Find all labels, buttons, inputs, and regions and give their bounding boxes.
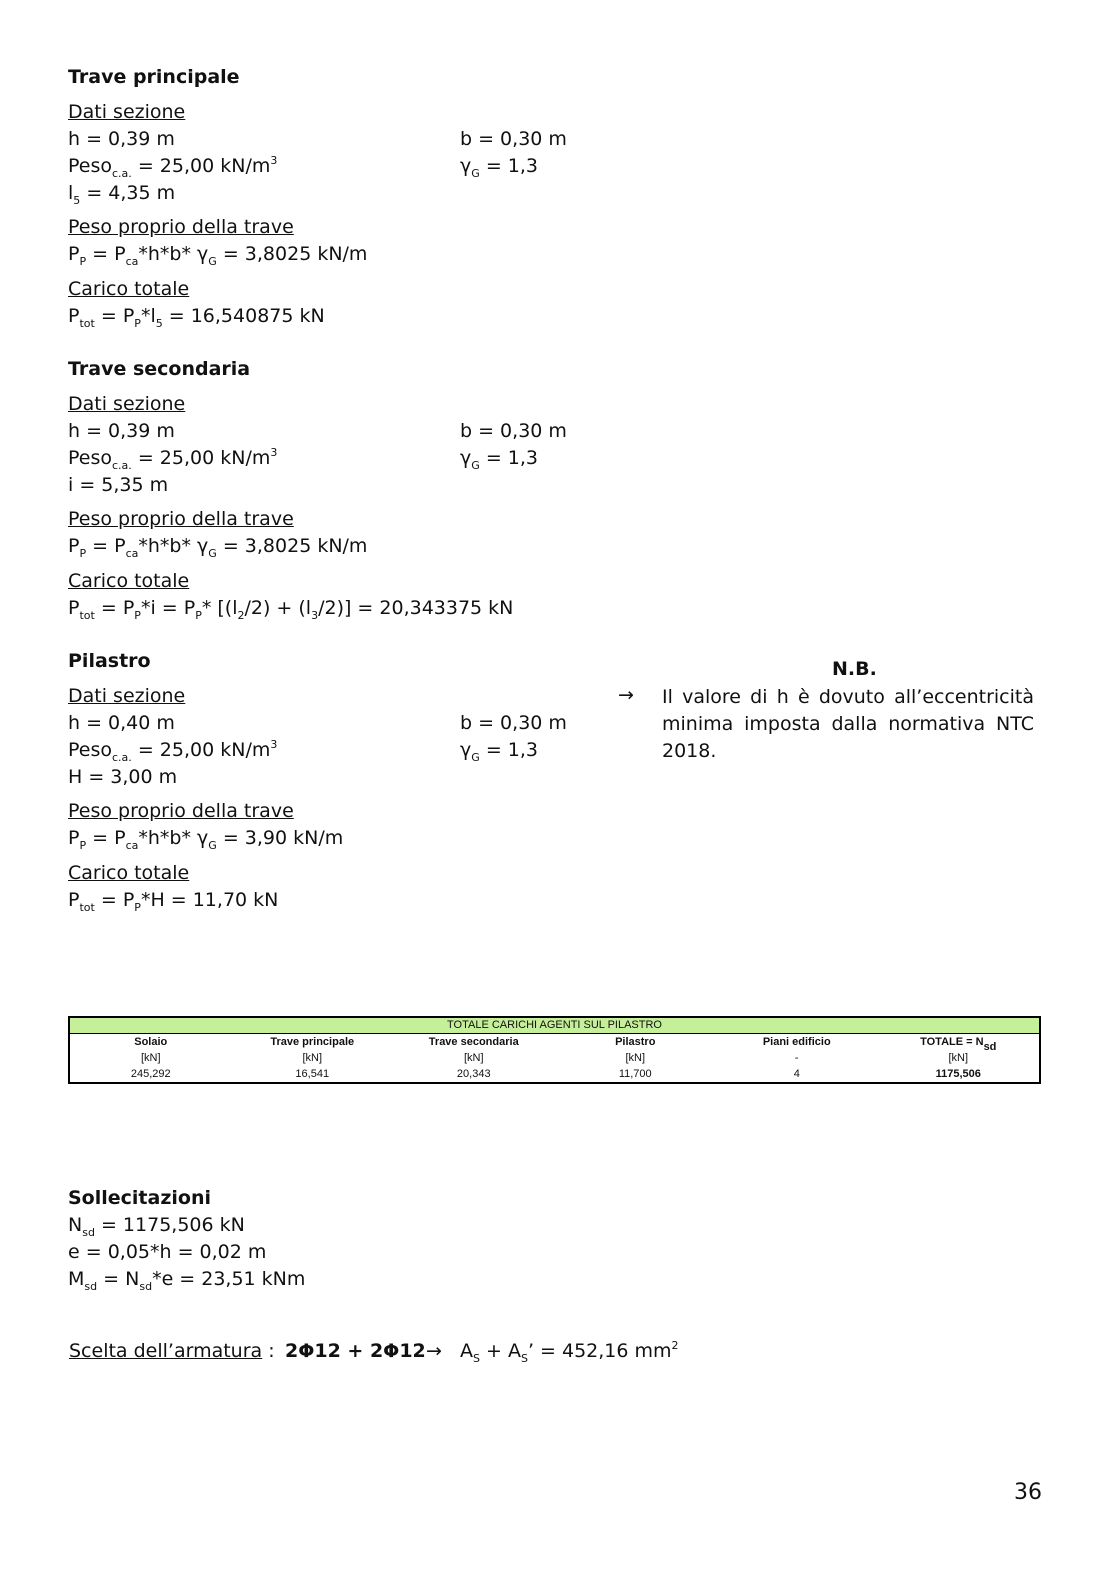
table-header-cell: Pilastro: [615, 1036, 656, 1048]
table-title: TOTALE CARICHI AGENTI SUL PILASTRO: [70, 1018, 1039, 1034]
table-units-row: [70, 1050, 1039, 1066]
table-unit-cell: [kN]: [948, 1052, 969, 1064]
peso-value: Peso$_{c.a.}$ = 25,00 $kN/m^3$: [68, 154, 278, 180]
ptot-formula: $P_{tot} = P_P*H = 11,70$ kN: [68, 889, 279, 914]
table-unit-cell: -: [794, 1052, 799, 1064]
i-value: i = 5,35 m: [68, 474, 169, 496]
gamma-value: $\gamma_G = 1,3$: [460, 155, 538, 180]
peso-proprio-label: Peso proprio della trave: [68, 508, 294, 530]
armatura-label: Scelta dell’armatura: [69, 1340, 263, 1362]
table-values-row: [70, 1066, 1039, 1082]
note-text: Il valore di h è dovuto all’eccentricità minima imposta dalla normativa NTC 2018.: [662, 686, 1034, 762]
carico-totale-label: Carico totale: [68, 570, 190, 592]
table-value-cell: 245,292: [130, 1068, 171, 1080]
section-heading-pilastro: Pilastro: [68, 650, 151, 672]
dati-sezione-label: Dati sezione: [68, 393, 186, 415]
carico-totale-label: Carico totale: [68, 278, 190, 300]
loads-table: [68, 1016, 1041, 1084]
armatura-bars: 2Φ12 + 2Φ12: [285, 1340, 426, 1362]
table-header-cell: Trave principale: [270, 1036, 355, 1048]
section-heading-trave-secondaria: Trave secondaria: [68, 358, 251, 380]
gamma-value: $\gamma_G = 1,3$: [460, 447, 538, 472]
carico-totale-label: Carico totale: [68, 862, 190, 884]
table-header-cell: Trave secondaria: [428, 1036, 519, 1048]
section-heading-sollecitazioni: Sollecitazioni: [68, 1187, 211, 1209]
pp-formula: $P_P = P_{ca}*h*b*$ $\gamma_G = 3,90$ kN/m: [68, 827, 344, 852]
table-unit-cell: [kN]: [625, 1052, 646, 1064]
table-value-cell: 11,700: [618, 1068, 652, 1080]
peso-value: Peso$_{c.a.}$ = 25,00 $kN/m^3$: [68, 738, 278, 764]
table-value-cell: 20,343: [456, 1068, 491, 1080]
gamma-value: $\gamma_G = 1,3$: [460, 739, 538, 764]
table-header-cell: Piani edificio: [762, 1036, 831, 1048]
table-header-cell: Solaio: [134, 1036, 168, 1048]
table-header-cell: TOTALE = $N_{sd}$: [920, 1036, 997, 1053]
pp-formula: $P_P = P_{ca}*h*b*$ $\gamma_G = 3,8025$ kN/m: [68, 243, 368, 268]
section-heading-trave-principale: Trave principale: [68, 66, 240, 88]
peso-proprio-label: Peso proprio della trave: [68, 800, 294, 822]
armatura-label-line: Scelta dell’armatura :: [69, 1340, 275, 1362]
note-title: N.B.: [832, 658, 877, 680]
ptot-formula: $P_{tot} = P_P*l_5 = 16,540875$ kN: [68, 305, 325, 330]
table-unit-cell: [kN]: [463, 1052, 484, 1064]
nsd-value: $N_{sd} = 1175,506$ kN: [68, 1214, 245, 1239]
table-value-cell: 16,541: [295, 1068, 330, 1080]
table-value-cell: 4: [793, 1068, 800, 1080]
h-value: h = 0,39 m: [68, 420, 175, 442]
dati-sezione-label: Dati sezione: [68, 685, 186, 707]
peso-proprio-label: Peso proprio della trave: [68, 216, 294, 238]
armatura-result: $A_S + A_S$’ = 452,16 $mm^2$: [460, 1339, 679, 1365]
b-value: b = 0,30 m: [460, 712, 567, 734]
pp-formula: $P_P = P_{ca}*h*b*$ $\gamma_G = 3,8025$ kN/m: [68, 535, 368, 560]
l-value: $l_5 = 4,35$ m: [68, 182, 176, 207]
b-value: b = 0,30 m: [460, 128, 567, 150]
table-unit-cell: [kN]: [140, 1052, 161, 1064]
dati-sezione-label: Dati sezione: [68, 101, 186, 123]
ptot-formula: $P_{tot} = P_P*i = P_P*$ $[(l_2/2) + (l_3/2)] = 20,343375$ kN: [68, 597, 514, 622]
e-value: e = 0,05*h = 0,02 m: [68, 1241, 267, 1263]
b-value: b = 0,30 m: [460, 420, 567, 442]
page-number: 36: [1014, 1480, 1042, 1505]
arrow-right-icon: →: [426, 1340, 442, 1362]
H-value: H = 3,00 m: [68, 766, 178, 788]
table-unit-cell: [kN]: [302, 1052, 323, 1064]
msd-value: $M_{sd} = N_{sd}*e = 23,51$ kNm: [68, 1268, 306, 1293]
table-header-row: [70, 1034, 1039, 1053]
peso-value: Peso$_{c.a.}$ = 25,00 $kN/m^3$: [68, 446, 278, 472]
h-value: h = 0,39 m: [68, 128, 175, 150]
table-value-cell: 1175,506: [935, 1068, 981, 1080]
arrow-right-icon: →: [618, 684, 634, 706]
h-value: h = 0,40 m: [68, 712, 175, 734]
